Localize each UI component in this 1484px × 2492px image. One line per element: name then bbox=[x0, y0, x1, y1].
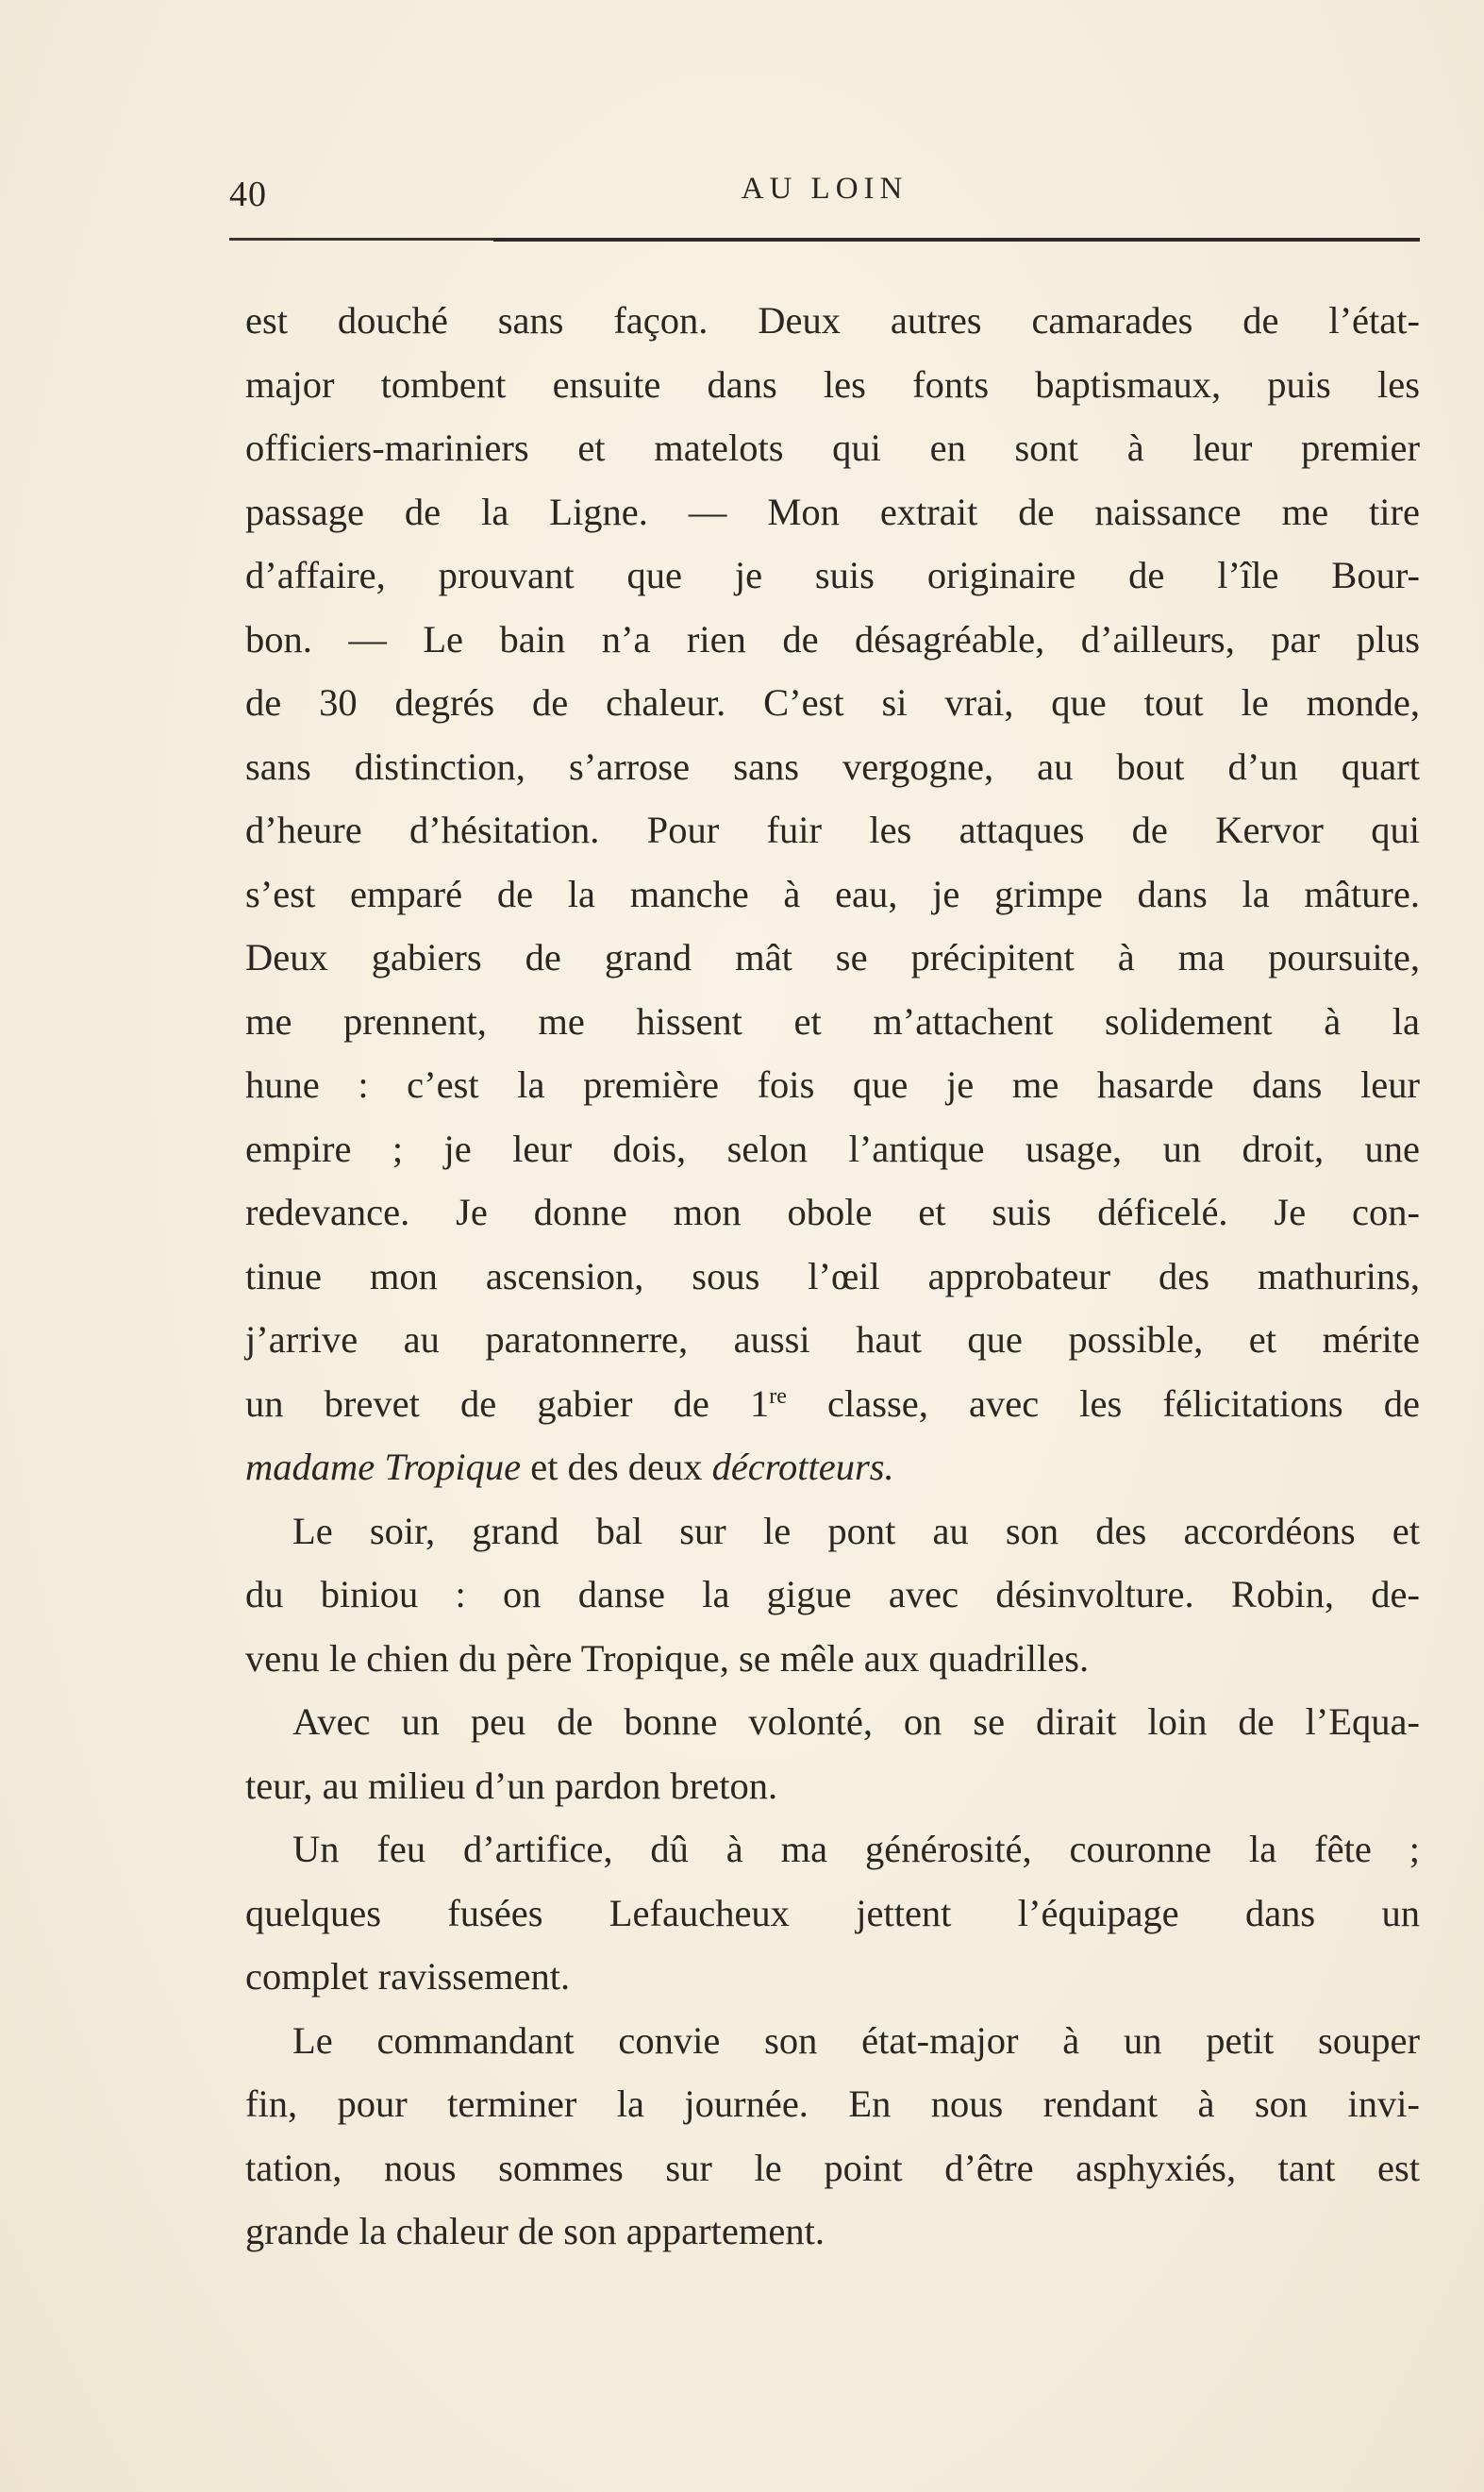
text-line-tropique bbox=[245, 1435, 1420, 1499]
text-line: passage de la Ligne. — Mon extrait de naissance me tire bbox=[245, 490, 1420, 533]
text-line-brevet bbox=[245, 1372, 1420, 1436]
text-line: me prennent, me hissent et m’attachent solidement à la bbox=[245, 999, 1420, 1043]
text-line: teur, au milieu d’un pardon breton. bbox=[245, 1764, 778, 1807]
text-line: s’est emparé de la manche à eau, je grimpe dans la mâture. bbox=[245, 872, 1420, 915]
text-line: hune : c’est la première fois que je me hasarde dans leur bbox=[245, 1063, 1420, 1106]
text-line: est douché sans façon. Deux autres camarades de l’état- bbox=[245, 299, 1420, 342]
text-line: Avec un peu de bonne volonté, on se dirait loin de l’Equa- bbox=[292, 1700, 1420, 1743]
text-line: de 30 degrés de chaleur. C’est si vrai, que tout le monde, bbox=[245, 681, 1420, 724]
text-line: fin, pour terminer la journée. En nous rendant à son invi- bbox=[245, 2082, 1420, 2125]
body-text bbox=[245, 289, 1420, 2264]
text-line: j’arrive au paratonnerre, aussi haut que possible, et mérite bbox=[245, 1318, 1420, 1361]
header-rule bbox=[229, 238, 1420, 241]
line-text: et des deux bbox=[521, 1446, 712, 1488]
text-line: venu le chien du père Tropique, se mêle aux quadrilles. bbox=[245, 1636, 1090, 1680]
text-line: bon. — Le bain n’a rien de désagréable, d’ailleurs, par plus bbox=[245, 617, 1420, 661]
text-line: complet ravissement. bbox=[245, 1955, 571, 1998]
italic-madame-tropique: madame Tropique bbox=[245, 1446, 522, 1488]
paragraphs-after bbox=[245, 1499, 1420, 2264]
text-line: empire ; je leur dois, selon l’antique usage, un droit, une bbox=[245, 1127, 1420, 1170]
line-text: classe, avec les félicitations de bbox=[786, 1381, 1420, 1425]
text-line: quelques fusées Lefaucheux jettent l’équipage dans un bbox=[245, 1891, 1420, 1934]
text-line: du biniou : on danse la gigue avec désinvolture. Robin, de- bbox=[245, 1573, 1420, 1615]
text-line: sans distinction, s’arrose sans vergogne, au bout d’un quart bbox=[245, 744, 1420, 788]
italic-decrotteurs: décrotteurs. bbox=[711, 1446, 894, 1488]
text-line: d’heure d’hésitation. Pour fuir les attaques de Kervor qui bbox=[245, 809, 1420, 851]
text-line: Le commandant convie son état-major à un petit souper bbox=[292, 2018, 1420, 2062]
line-text: un brevet de gabier de 1 bbox=[245, 1381, 770, 1425]
text-line: major tombent ensuite dans les fonts baptismaux, puis les bbox=[245, 362, 1420, 406]
text-line: tinue mon ascension, sous l’œil approbateur des mathurins, bbox=[245, 1254, 1420, 1297]
page-number: 40 bbox=[229, 175, 267, 214]
text-line: redevance. Je donne mon obole et suis déficelé. Je con- bbox=[245, 1191, 1420, 1233]
page-header bbox=[229, 168, 1420, 225]
text-line: Un feu d’artifice, dû à ma générosité, couronne la fête ; bbox=[292, 1828, 1420, 1870]
text-line: Deux gabiers de grand mât se précipitent à ma poursuite, bbox=[245, 936, 1420, 978]
text-line: officiers-mariniers et matelots qui en sont à leur premier bbox=[245, 426, 1420, 469]
text-line: grande la chaleur de son appartement. bbox=[245, 2210, 825, 2252]
running-title: AU LOIN bbox=[741, 172, 909, 206]
ordinal-superscript: re bbox=[769, 1383, 787, 1409]
text-line: Le soir, grand bal sur le pont au son des accordéons et bbox=[292, 1509, 1420, 1552]
text-line: tation, nous sommes sur le point d’être asphyxiés, tant est bbox=[245, 2146, 1420, 2189]
text-line: d’affaire, prouvant que je suis originaire de l’île Bour- bbox=[245, 554, 1420, 596]
